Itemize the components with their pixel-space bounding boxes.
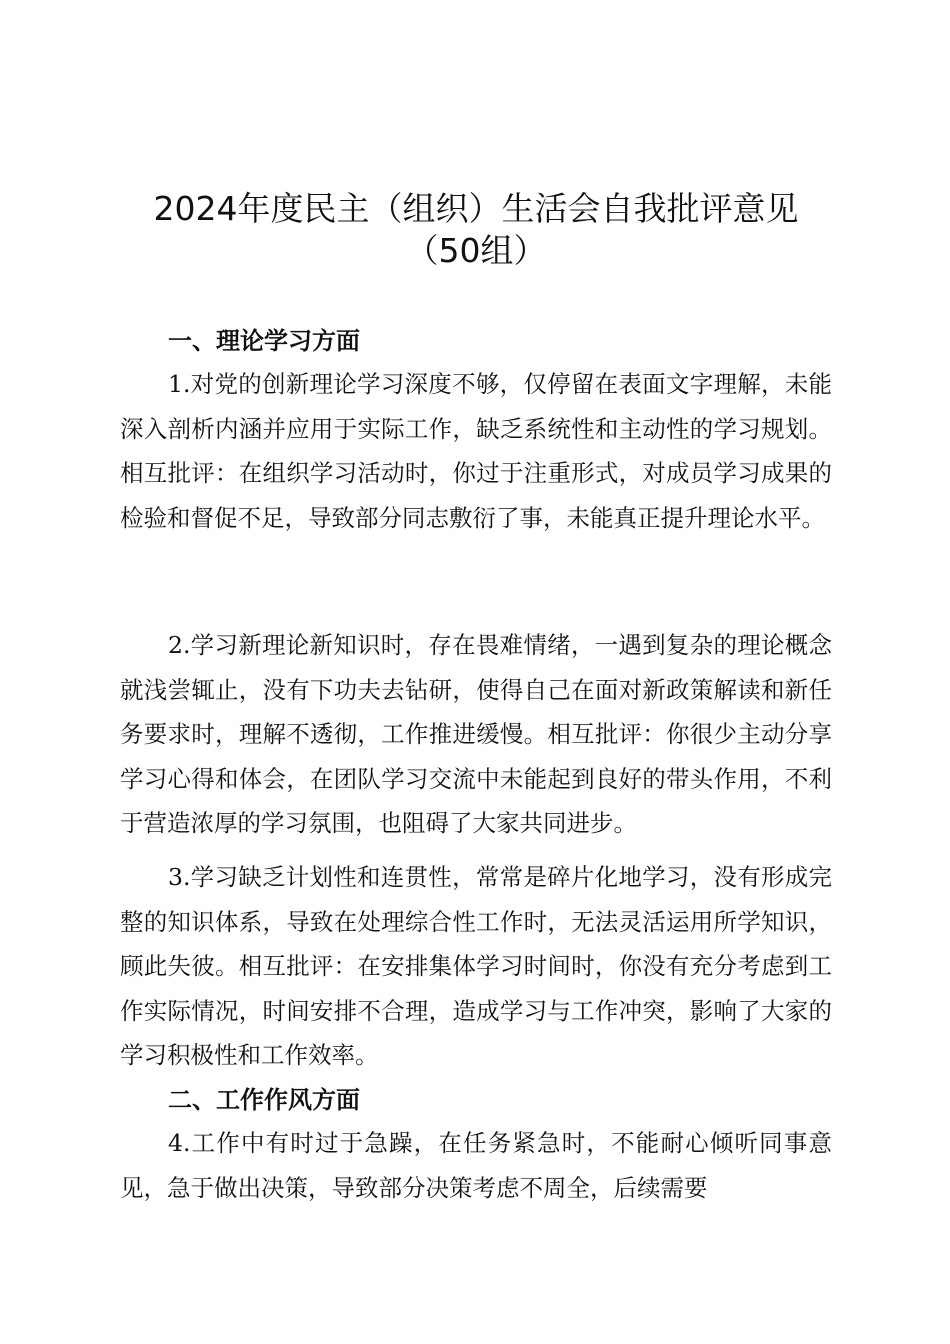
- document-subtitle: （50组）: [405, 231, 547, 270]
- item-3-paragraph: 3.学习缺乏计划性和连贯性，常常是碎片化地学习，没有形成完整的知识体系，导致在处理综合性工作时，无法灵活运用所学知识，顾此失彼。相互批评：在安排集体学习时间时，你没有充分考虑到工作实际情况，时间安排不合理，造成学习与工作冲突，影响了大家的学习积极性和工作效率。: [120, 863, 832, 1069]
- section-heading-work-style: 二、工作作风方面: [168, 1086, 360, 1114]
- document-title: 2024年度民主（组织）生活会自我批评意见: [153, 189, 799, 228]
- item-1-paragraph: 1.对党的创新理论学习深度不够，仅停留在表面文字理解，未能深入剖析内涵并应用于实际工作，缺乏系统性和主动性的学习规划。相互批评：在组织学习活动时，你过于注重形式，对成员学习成果的检验和督促不足，导致部分同志敷衍了事，未能真正提升理论水平。: [120, 370, 832, 532]
- item-2-paragraph: 2.学习新理论新知识时，存在畏难情绪，一遇到复杂的理论概念就浅尝辄止，没有下功夫去钻研，使得自己在面对新政策解读和新任务要求时，理解不透彻，工作推进缓慢。相互批评：你很少主动分享学习心得和体会，在团队学习交流中未能起到良好的带头作用，不利于营造浓厚的学习氛围，也阻碍了大家共同进步。: [120, 631, 832, 837]
- document-page: [120, 0, 832, 1344]
- section-heading-theory: 一、理论学习方面: [168, 327, 360, 355]
- item-4-paragraph: 4.工作中有时过于急躁，在任务紧急时，不能耐心倾听同事意见，急于做出决策，导致部分决策考虑不周全，后续需要: [120, 1129, 832, 1202]
